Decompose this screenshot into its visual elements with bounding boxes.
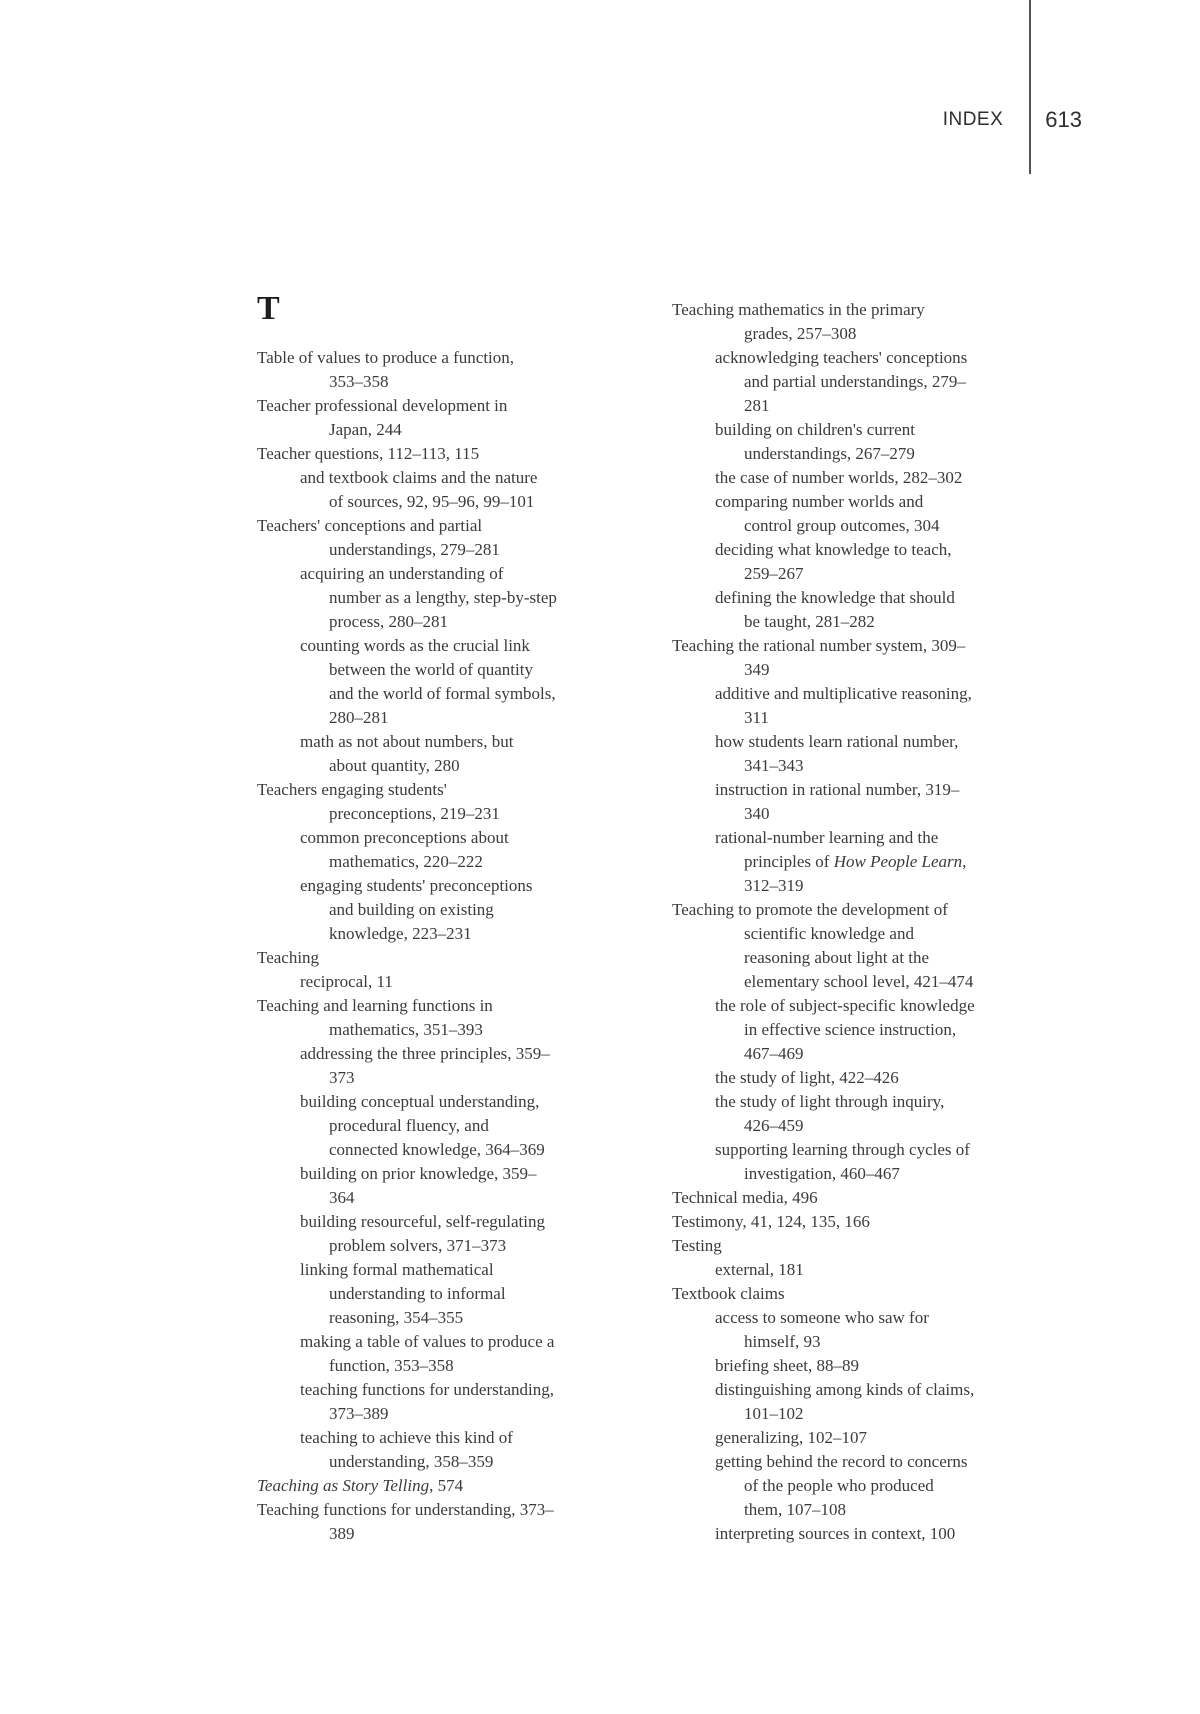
- index-entry: Teaching functions for understanding, 373–: [257, 1500, 554, 1519]
- index-entry: knowledge, 223–231: [329, 924, 472, 943]
- index-entry: preconceptions, 219–231: [329, 804, 500, 823]
- index-entry: external, 181: [715, 1260, 804, 1279]
- index-entry: reasoning about light at the: [744, 948, 930, 967]
- index-entry: access to someone who saw for: [715, 1308, 929, 1327]
- index-entry: process, 280–281: [329, 612, 448, 631]
- index-entry: understanding to informal: [329, 1284, 506, 1303]
- index-entry: generalizing, 102–107: [715, 1428, 868, 1447]
- index-entry: [672, 850, 1042, 874]
- index-entry: Technical media, 496: [672, 1188, 818, 1207]
- index-entry: 389: [329, 1524, 355, 1543]
- index-entry: and building on existing: [329, 900, 494, 919]
- index-entry: the role of subject-specific knowledge: [715, 996, 975, 1015]
- running-header: [943, 106, 1082, 134]
- index-entry-pages: , 574: [429, 1476, 464, 1495]
- index-entry: the study of light, 422–426: [715, 1068, 899, 1087]
- index-entry: connected knowledge, 364–369: [329, 1140, 545, 1159]
- index-entry: investigation, 460–467: [744, 1164, 900, 1183]
- index-entry: procedural fluency, and: [329, 1116, 489, 1135]
- index-entry: 349: [744, 660, 770, 679]
- index-entry: supporting learning through cycles of: [715, 1140, 970, 1159]
- header-divider-rule: [1029, 0, 1031, 174]
- index-entry: 311: [744, 708, 769, 727]
- index-entry: about quantity, 280: [329, 756, 460, 775]
- index-entry: 373–389: [329, 1404, 389, 1423]
- index-entry: grades, 257–308: [744, 324, 857, 343]
- index-entry: mathematics, 220–222: [329, 852, 483, 871]
- index-entry: in effective science instruction,: [744, 1020, 957, 1039]
- index-entry: additive and multiplicative reasoning,: [715, 684, 972, 703]
- running-header-label: INDEX: [942, 109, 1004, 130]
- index-entry: Teacher professional development in: [257, 396, 508, 415]
- index-entry: 312–319: [744, 876, 804, 895]
- index-entry: Teachers engaging students': [257, 780, 447, 799]
- index-entry: 280–281: [329, 708, 389, 727]
- index-entry: them, 107–108: [744, 1500, 846, 1519]
- index-entry: interpreting sources in context, 100: [715, 1524, 956, 1543]
- index-entry: Teaching the rational number system, 309–: [672, 636, 966, 655]
- index-entry: between the world of quantity: [329, 660, 533, 679]
- index-entry: Teacher questions, 112–113, 115: [257, 444, 480, 463]
- index-entry: 259–267: [744, 564, 804, 583]
- index-entry: Teachers' conceptions and partial: [257, 516, 483, 535]
- index-entries-right: [672, 298, 1042, 1546]
- index-entry: 281: [744, 396, 770, 415]
- index-entry: and the world of formal symbols,: [329, 684, 556, 703]
- index-entry: reciprocal, 11: [300, 972, 393, 991]
- index-entry: understandings, 279–281: [329, 540, 500, 559]
- index-entry: teaching functions for understanding,: [300, 1380, 554, 1399]
- index-entry: Japan, 244: [329, 420, 402, 439]
- index-entry: and partial understandings, 279–: [744, 372, 966, 391]
- index-entry: briefing sheet, 88–89: [715, 1356, 859, 1375]
- index-entry: 353–358: [329, 372, 389, 391]
- index-entry: Testing: [672, 1236, 722, 1255]
- index-entry: comparing number worlds and: [715, 492, 924, 511]
- index-entry: Testimony, 41, 124, 135, 166: [672, 1212, 870, 1231]
- index-entry-title: Teaching as Story Telling: [257, 1476, 430, 1495]
- index-entry: 373: [329, 1068, 355, 1087]
- index-entry: 341–343: [744, 756, 804, 775]
- index-entry: Teaching and learning functions in: [257, 996, 493, 1015]
- index-entry: and textbook claims and the nature: [300, 468, 538, 487]
- index-entry: control group outcomes, 304: [744, 516, 940, 535]
- index-entry: of sources, 92, 95–96, 99–101: [329, 492, 535, 511]
- index-entry: Teaching mathematics in the primary: [672, 300, 925, 319]
- index-entry: how students learn rational number,: [715, 732, 959, 751]
- index-entry: building conceptual understanding,: [300, 1092, 540, 1111]
- index-entry: deciding what knowledge to teach,: [715, 540, 952, 559]
- index-entry: scientific knowledge and: [744, 924, 914, 943]
- index-entry: the study of light through inquiry,: [715, 1092, 945, 1111]
- index-entry: building on children's current: [715, 420, 915, 439]
- index-entry: 364: [329, 1188, 355, 1207]
- index-entry: 426–459: [744, 1116, 804, 1135]
- index-entry: rational-number learning and the: [715, 828, 939, 847]
- index-entry: function, 353–358: [329, 1356, 454, 1375]
- index-entry: instruction in rational number, 319–: [715, 780, 960, 799]
- index-entry: the case of number worlds, 282–302: [715, 468, 963, 487]
- index-entry: math as not about numbers, but: [300, 732, 514, 751]
- index-entry: Teaching to promote the development of: [672, 900, 948, 919]
- index-entry: problem solvers, 371–373: [329, 1236, 507, 1255]
- index-entry: number as a lengthy, step-by-step: [329, 588, 557, 607]
- index-entry: engaging students' preconceptions: [300, 876, 533, 895]
- index-entry: be taught, 281–282: [744, 612, 875, 631]
- index-entry: mathematics, 351–393: [329, 1020, 483, 1039]
- page-number: 613: [1045, 107, 1082, 132]
- index-entry: 467–469: [744, 1044, 804, 1063]
- index-entry: linking formal mathematical: [300, 1260, 494, 1279]
- index-entry-title: How People Learn,: [833, 852, 967, 871]
- index-entry: common preconceptions about: [300, 828, 509, 847]
- index-entry: understanding, 358–359: [329, 1452, 494, 1471]
- index-entry: Table of values to produce a function,: [257, 348, 515, 367]
- index-entry: Teaching: [257, 948, 320, 967]
- index-entry: building resourceful, self-regulating: [300, 1212, 546, 1231]
- index-entries-left: [257, 346, 627, 1546]
- index-entry: acquiring an understanding of: [300, 564, 504, 583]
- index-entry: 101–102: [744, 1404, 804, 1423]
- index-entry: defining the knowledge that should: [715, 588, 955, 607]
- index-entry: getting behind the record to concerns: [715, 1452, 968, 1471]
- index-entry: reasoning, 354–355: [329, 1308, 464, 1327]
- index-entry: distinguishing among kinds of claims,: [715, 1380, 975, 1399]
- index-entry: building on prior knowledge, 359–: [300, 1164, 537, 1183]
- index-entry: himself, 93: [744, 1332, 821, 1351]
- index-entry: teaching to achieve this kind of: [300, 1428, 513, 1447]
- index-entry: acknowledging teachers' conceptions: [715, 348, 968, 367]
- index-entry: understandings, 267–279: [744, 444, 915, 463]
- index-entry: making a table of values to produce a: [300, 1332, 555, 1351]
- index-entry: counting words as the crucial link: [300, 636, 530, 655]
- section-letter-heading: T: [257, 290, 280, 327]
- index-entry: 340: [744, 804, 770, 823]
- index-entry: Textbook claims: [672, 1284, 785, 1303]
- index-entry: [257, 1474, 627, 1498]
- index-entry: of the people who produced: [744, 1476, 934, 1495]
- index-entry: addressing the three principles, 359–: [300, 1044, 550, 1063]
- index-entry-text: principles of: [744, 852, 834, 871]
- index-entry: elementary school level, 421–474: [744, 972, 974, 991]
